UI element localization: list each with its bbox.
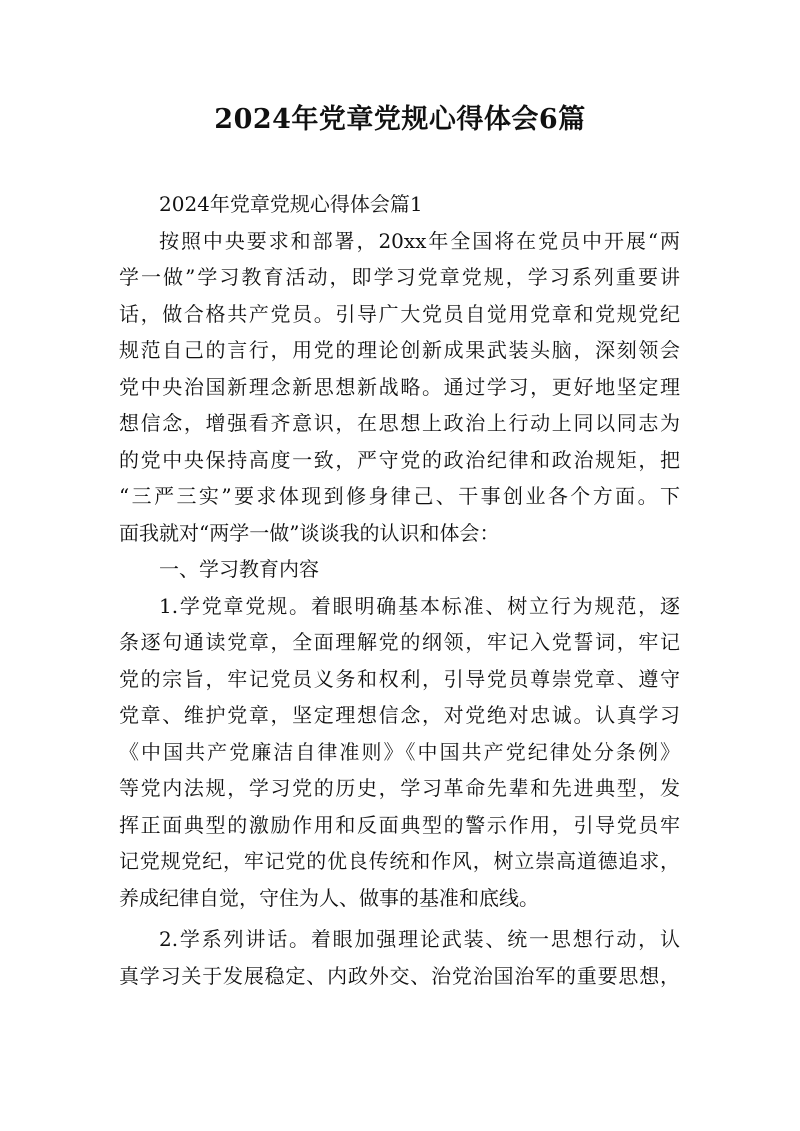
document-title: 2024年党章党规心得体会6篇 [214,104,586,135]
paragraph-series-speeches [119,921,680,994]
paragraph-line: 规范自己的言行，用党的理论创新成果武装头脑，深刻领会 [119,338,680,362]
subheading-study-content [119,551,680,588]
paragraph-line: 真学习关于发展稳定、内政外交、治党治国治军的重要思想， [119,963,680,988]
paragraph-line: 1.学党章党规。着眼明确基本标准、树立行为规范，逐 [159,593,680,618]
paragraph-line: 的党中央保持高度一致，严守党的政治纪律和政治规矩，把 [119,447,680,472]
paragraph-line: 挥正面典型的激励作用和反面典型的警示作用，引导党员牢 [119,812,680,837]
paragraph-line: 记党规党纪，牢记党的优良传统和作风，树立崇高道德追求， [119,849,680,873]
paragraph-line: 想信念，增强看齐意识，在思想上政治上行动上同以同志为 [119,411,680,435]
paragraph-line: 养成纪律自觉，守住为人、做事的基准和底线。 [119,885,539,910]
paragraph-line: 一、学习教育内容 [159,557,319,581]
paragraph-line: 面我就对“两学一做”谈谈我的认识和体会： [119,520,500,545]
paragraph-line: 条逐句通读党章，全面理解党的纲领，牢记入党誓词，牢记 [119,630,680,654]
paragraph-line: 2.学系列讲话。着眼加强理论武装、统一思想行动，认 [159,927,680,951]
section-heading: 2024年党章党规心得体会篇1 [159,192,423,216]
paragraph-line: 《中国共产党廉洁自律准则》《中国共产党纪律处分条例》 [119,739,680,764]
paragraph-line: 党中央治国新理念新思想新战略。通过学习，更好地坚定理 [119,374,680,399]
document-body [119,186,680,994]
paragraph-line: 党章、维护党章，坚定理想信念，对党绝对忠诚。认真学习 [119,703,680,727]
paragraph-line: 等党内法规，学习党的历史，学习革命先辈和先进典型，发 [119,776,680,800]
paragraph-line: 话，做合格共产党员。引导广大党员自觉用党章和党规党纪 [119,301,680,326]
paragraph-line: 党的宗旨，牢记党员义务和权利，引导党员尊崇党章、遵守 [119,666,680,691]
paragraph-line: “三严三实”要求体现到修身律己、干事创业各个方面。下 [119,484,680,508]
paragraph-line: 学一做”学习教育活动，即学习党章党规，学习系列重要讲 [119,265,680,289]
paragraph-intro [119,223,680,552]
paragraph-line: 按照中央要求和部署，20xx年全国将在党员中开展“两 [159,228,680,253]
paragraph-party-constitution [119,588,680,917]
